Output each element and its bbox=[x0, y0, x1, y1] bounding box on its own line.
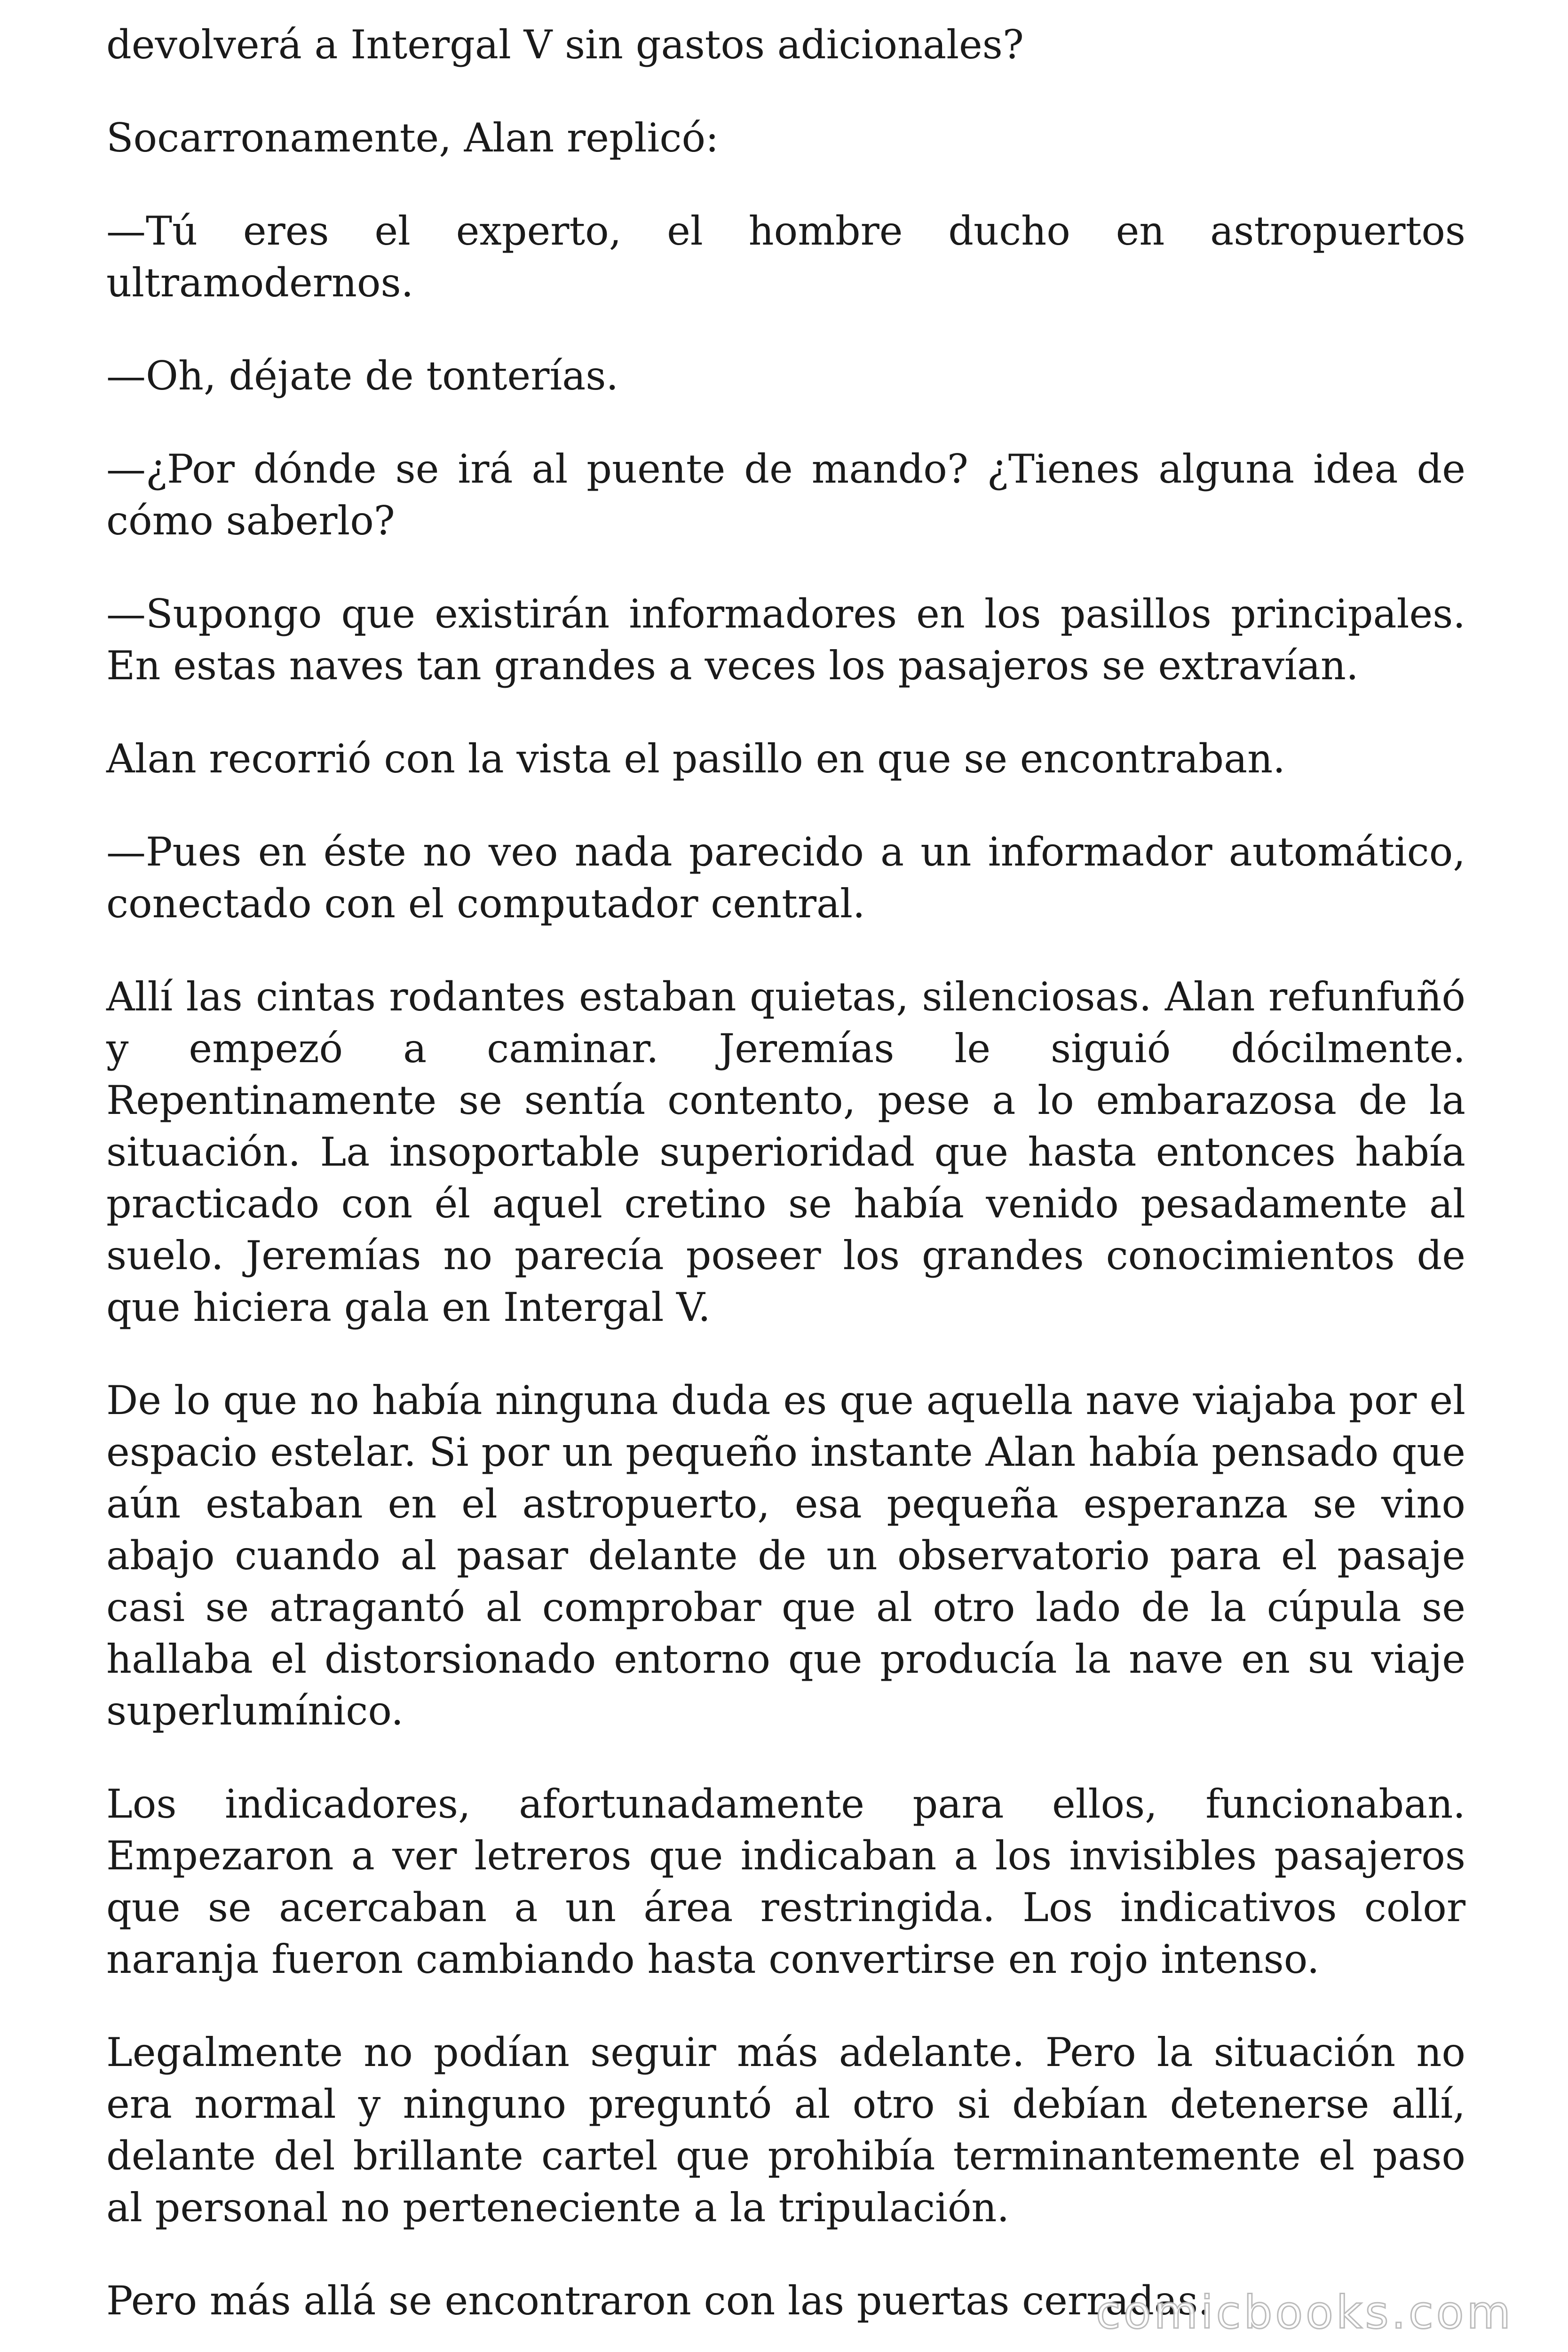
paragraph: De lo que no había ninguna duda es que aquella nave viajaba por el espacio estelar. Si por un pequeño instante Alan había pensado que aún estaban en el astropuerto, esa pequeña esperanza se vino abajo cuando al pasar delante de un observatorio para el pasaje casi se atragantó al comprobar que al otro lado de la cúpula se hallaba el distorsionado entorno que producía la nave en su viaje superlumínico. bbox=[106, 1377, 1465, 1734]
paragraph: —Tú eres el experto, el hombre ducho en astropuertos ultramodernos. bbox=[106, 208, 1465, 306]
paragraph: —Oh, déjate de tonterías. bbox=[106, 353, 619, 399]
paragraph: —¿Por dónde se irá al puente de mando? ¿Tienes alguna idea de cómo saberlo? bbox=[106, 446, 1465, 544]
document-body bbox=[106, 19, 1465, 2352]
watermark: comicbooks.com bbox=[1095, 2286, 1513, 2339]
paragraph: —Supongo que existirán informadores en los pasillos principales. En estas naves tan grandes a veces los pasajeros se extravían. bbox=[106, 591, 1465, 689]
paragraph: Allí las cintas rodantes estaban quietas, silenciosas. Alan refunfuñó y empezó a caminar. Jeremías le siguió dócilmente. Repentinamente se sentía contento, pese a lo embarazosa de la situación. La insoportable superioridad que hasta entonces había practicado con él aquel cretino se había venido pesadamente al suelo. Jeremías no parecía poseer los grandes conocimientos de que hiciera gala en Intergal V. bbox=[106, 974, 1465, 1330]
paragraph: Pero más allá se encontraron con las puertas cerradas. bbox=[106, 2278, 1211, 2324]
paragraph: Los indicadores, afortunadamente para ellos, funcionaban. Empezaron a ver letreros que indicaban a los invisibles pasajeros que se acercaban a un área restringida. Los indicativos color naranja fueron cambiando hasta convertirse en rojo intenso. bbox=[106, 1781, 1465, 1982]
paragraph: devolverá a Intergal V sin gastos adicionales? bbox=[106, 22, 1024, 68]
paragraph: Socarronamente, Alan replicó: bbox=[106, 115, 719, 161]
paragraph: Legalmente no podían seguir más adelante. Pero la situación no era normal y ninguno preguntó al otro si debían detenerse allí, delante del brillante cartel que prohibía terminantemente el paso al personal no perteneciente a la tripulación. bbox=[106, 2029, 1465, 2231]
paragraph: —Pues en éste no veo nada parecido a un informador automático, conectado con el computador central. bbox=[106, 829, 1465, 927]
paragraph: Alan recorrió con la vista el pasillo en que se encontraban. bbox=[106, 736, 1285, 782]
